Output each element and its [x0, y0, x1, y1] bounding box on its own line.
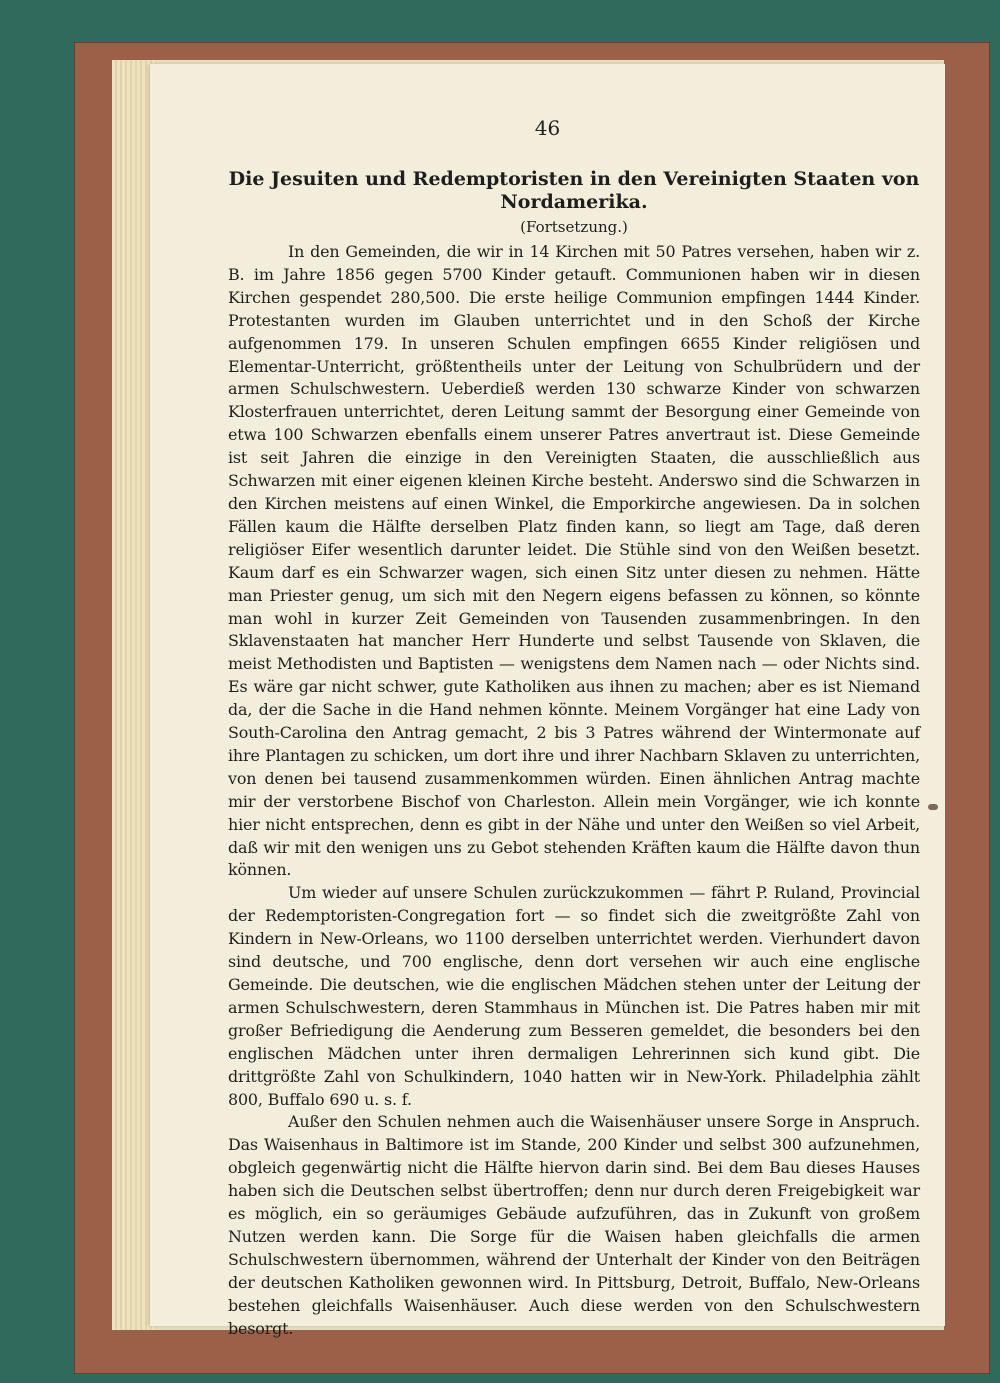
paragraph-2: Um wieder auf unsere Schulen zurückzukommen — fährt P. Ruland, Provincial der Redemptoristen-Congregation fort — so findet sich die zweitgrößte Zahl von Kindern in New-Orleans, wo 1100 derselben unterrichtet werden. Vierhundert davon sind deutsche, und 700 englische, denn dort versehen wir auch eine englische Gemeinde. Die deutschen, wie die englischen Mädchen stehen unter der Leitung der armen Schulschwestern, deren Stammhaus in München ist. Die Patres haben mir mit großer Befriedigung die Aenderung zum Besseren gemeldet, die besonders bei den englischen Mädchen unter ihren dermaligen Lehrerinnen sich kund gibt. Die drittgrößte Zahl von Schulkindern, 1040 hatten wir in New-York. Philadelphia zählt 800, Buffalo 690 u. s. f.: [228, 883, 920, 1109]
paragraph-1: In den Gemeinden, die wir in 14 Kirchen mit 50 Patres versehen, haben wir z. B. im Jahre 1856 gegen 5700 Kinder getauft. Communionen haben wir in diesen Kirchen gespendet 280,500. Die erste heilige Communion empfingen 1444 Kinder. Protestanten wurden im Glauben unterrichtet und in den Schoß der Kirche aufgenommen 179. In unseren Schulen empfingen 6655 Kinder religiösen und Elementar-Unterricht, größtentheils unter der Leitung von Schulbrüdern und der armen Schulschwestern. Ueberdieß werden 130 schwarze Kinder von schwarzen Klosterfrauen unterrichtet, deren Leitung sammt der Besorgung einer Gemeinde von etwa 100 Schwarzen ebenfalls einem unserer Patres anvertraut ist. Diese Gemeinde ist seit Jahren die einzige in den Vereinigten Staaten, die ausschließlich aus Schwarzen mit einer eigenen kleinen Kirche besteht. Anderswo sind die Schwarzen in den Kirchen meistens auf einen Winkel, die Emporkirche angewiesen. Da in solchen Fällen kaum die Hälfte derselben Platz finden kann, so liegt am Tage, daß deren religiöser Eifer wesentlich darunter leidet. Die Stühle sind von den Weißen besetzt. Kaum darf es ein Schwarzer wagen, sich einen Sitz unter diesen zu nehmen. Hätte man Priester genug, um sich mit den Negern eigens befassen zu können, so könnte man wohl in kurzer Zeit Gemeinden von Tausenden zusammenbringen. In den Sklavenstaaten hat mancher Herr Hunderte und selbst Tausende von Sklaven, die meist Methodisten und Baptisten — wenigstens dem Namen nach — oder Nichts sind. Es wäre gar nicht schwer, gute Katholiken aus ihnen zu machen; aber es ist Niemand da, der die Sache in die Hand nehmen könnte. Meinem Vorgänger hat eine Lady von South-Carolina den Antrag gemacht, 2 bis 3 Patres während der Wintermonate auf ihre Plantagen zu schicken, um dort ihre und ihrer Nachbarn Sklaven zu unterrichten, von denen bei tausend zusammenkommen würden. Einen ähnlichen Antrag machte mir der verstorbene Bischof von Charleston. Allein mein Vorgänger, wie ich konnte hier nicht entsprechen, denn es gibt in der Nähe und unter den Weißen so viel Arbeit, daß wir mit den wenigen uns zu Gebot stehenden Kräften kaum die Hälfte davon thun können.: [228, 242, 920, 880]
article-subtitle: (Fortsetzung.): [520, 218, 628, 236]
margin-mark: [928, 804, 938, 810]
article-title: Die Jesuiten und Redemptoristen in den Vereinigten Staaten von Nordamerika.: [228, 168, 920, 213]
paragraph-3: Außer den Schulen nehmen auch die Waisenhäuser unsere Sorge in Anspruch. Das Waisenhaus in Baltimore ist im Stande, 200 Kinder und selbst 300 aufzunehmen, obgleich gegenwärtig nicht die Hälfte hiervon darin sind. Bei dem Bau dieses Hauses haben sich die Deutschen selbst übertroffen; denn nur durch deren Freigebigkeit war es möglich, ein so geräumiges Gebäude aufzuführen, das in Zukunft von großem Nutzen werden kann. Die Sorge für die Waisen haben gleichfalls die armen Schulschwestern übernommen, während der Unterhalt der Kinder von den Beiträgen der deutschen Katholiken gewonnen wird. In Pittsburg, Detroit, Buffalo, New-Orleans bestehen gleichfalls Waisenhäuser. Auch diese werden von den Schulschwestern besorgt.: [228, 1112, 920, 1338]
page-number: 46: [534, 116, 561, 140]
page-content: [228, 168, 920, 1341]
book-page: [150, 64, 945, 1338]
